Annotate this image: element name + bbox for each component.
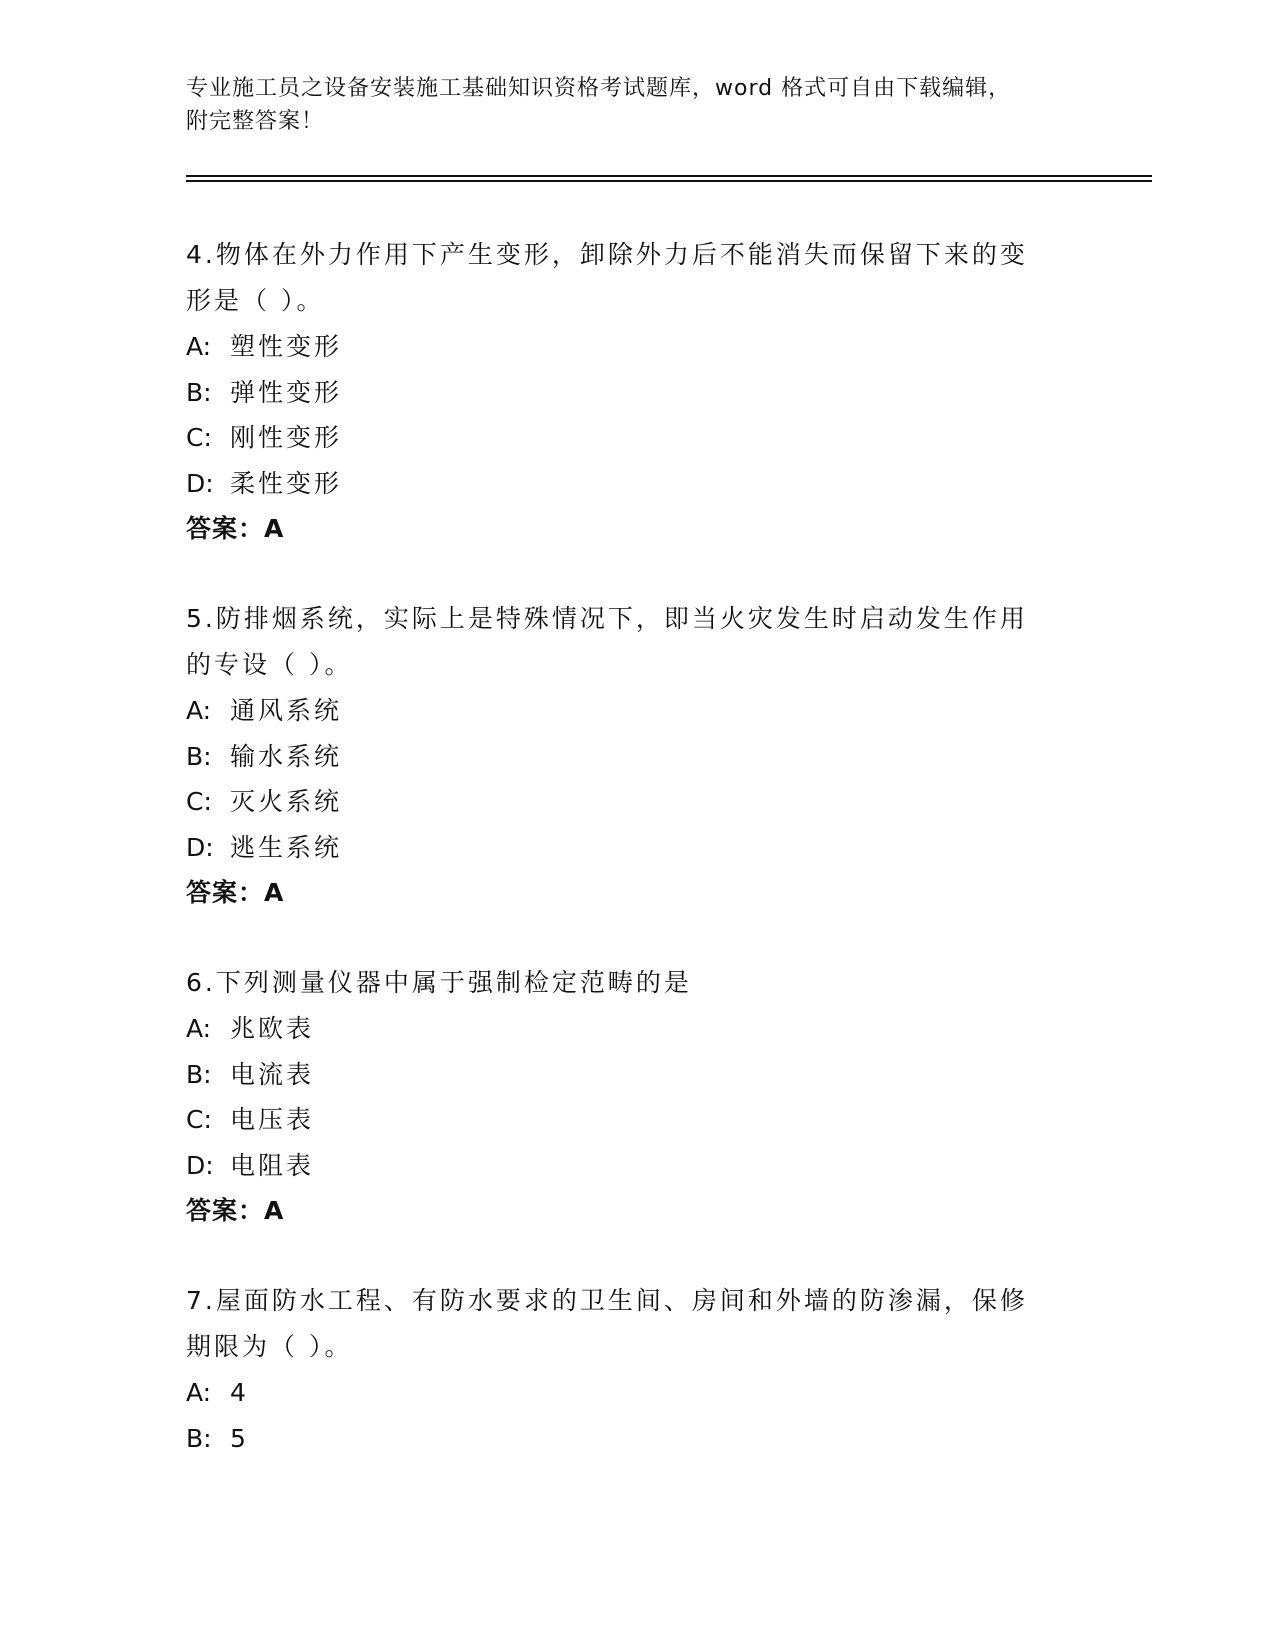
option-b (186, 370, 1066, 416)
question-5 (186, 596, 1066, 916)
option-d (186, 1143, 1066, 1189)
option-a (186, 324, 1066, 370)
option-key: C: (186, 423, 212, 452)
option-c (186, 415, 1066, 461)
option-key: D: (186, 1150, 214, 1180)
answer (186, 506, 1066, 552)
option-key: C: (186, 787, 212, 816)
question-stem-line-1: 7.屋面防水工程、有防水要求的卫生间、房间和外墙的防渗漏，保修 (186, 1286, 1028, 1315)
option-text: 兆欧表 (230, 1014, 315, 1043)
question-stem-line-2: 的专设（ ）。 (186, 650, 353, 679)
question-stem-line-1: 4.物体在外力作用下产生变形，卸除外力后不能消失而保留下来的变 (186, 240, 1028, 269)
option-key: A: (186, 1014, 212, 1043)
option-text: 电压表 (230, 1105, 315, 1134)
option-text: 5 (230, 1423, 249, 1453)
header-line-1: 专业施工员之设备安装施工基础知识资格考试题库，word 格式可自由下载编辑， (186, 76, 1012, 101)
answer-label: 答案： (186, 1196, 265, 1225)
option-key: D: (186, 832, 214, 862)
answer (186, 870, 1066, 916)
option-key: B: (186, 741, 212, 771)
question-4 (186, 232, 1066, 552)
answer-value: A (264, 878, 284, 907)
question-stem-line-1: 5.防排烟系统，实际上是特殊情况下，即当火灾发生时启动发生作用 (186, 604, 1028, 633)
option-key: B: (186, 1423, 212, 1453)
option-text: 塑性变形 (230, 332, 343, 361)
option-key: C: (186, 1105, 212, 1134)
option-key: D: (186, 468, 214, 498)
option-text: 电阻表 (230, 1150, 315, 1180)
answer-label: 答案： (186, 878, 265, 907)
header-divider-top (186, 175, 1152, 177)
question-stem-line-2: 期限为（ ）。 (186, 1332, 353, 1361)
option-d (186, 461, 1066, 507)
option-text: 灭火系统 (230, 787, 343, 816)
option-text: 刚性变形 (230, 423, 343, 452)
question-stem (186, 1278, 1066, 1370)
option-key: A: (186, 1378, 212, 1407)
option-text: 通风系统 (230, 696, 343, 725)
option-d (186, 825, 1066, 871)
option-c (186, 1097, 1066, 1143)
option-b (186, 734, 1066, 780)
question-stem (186, 596, 1066, 688)
question-stem-line-2: 形是（ ）。 (186, 286, 325, 315)
option-key: B: (186, 377, 212, 407)
option-text: 输水系统 (230, 741, 343, 771)
answer-value: A (264, 514, 284, 543)
answer-value: A (264, 1196, 284, 1225)
header-divider-bottom (186, 180, 1152, 182)
option-key: A: (186, 332, 212, 361)
option-text: 4 (230, 1378, 249, 1407)
option-key: A: (186, 696, 212, 725)
option-text: 柔性变形 (230, 468, 343, 498)
option-b (186, 1052, 1066, 1098)
option-a (186, 1370, 1066, 1416)
option-c (186, 779, 1066, 825)
question-7 (186, 1278, 1066, 1461)
question-stem (186, 960, 1066, 1006)
question-stem (186, 232, 1066, 324)
question-6 (186, 960, 1066, 1234)
question-stem-line-1: 6.下列测量仪器中属于强制检定范畴的是 (186, 968, 692, 997)
option-a (186, 688, 1066, 734)
header-line-2: 附完整答案！ (186, 109, 325, 134)
option-key: B: (186, 1059, 212, 1089)
document-header (186, 72, 1066, 138)
option-a (186, 1006, 1066, 1052)
answer-label: 答案： (186, 514, 265, 543)
option-b (186, 1416, 1066, 1462)
option-text: 电流表 (230, 1059, 315, 1089)
option-text: 逃生系统 (230, 832, 343, 862)
option-text: 弹性变形 (230, 377, 343, 407)
answer (186, 1188, 1066, 1234)
